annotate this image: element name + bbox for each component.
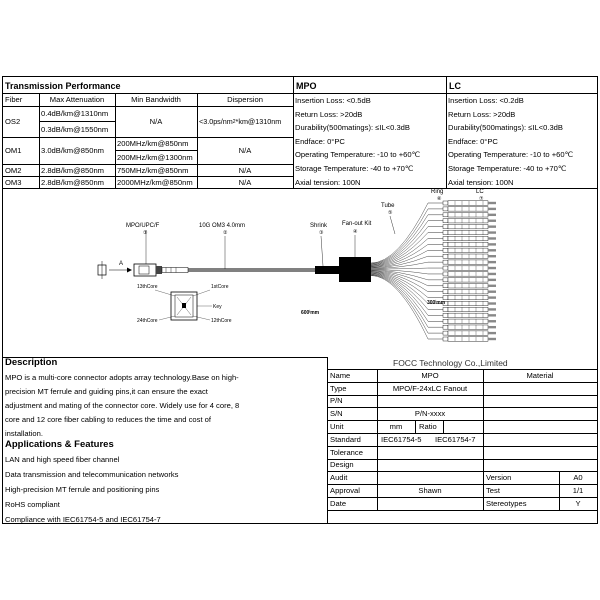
om2-dispersion: N/A: [238, 165, 252, 175]
key-label: Key: [213, 304, 222, 310]
lc-connector: [428, 272, 496, 276]
tb-label-test: Test: [486, 486, 500, 496]
lc-connector: [428, 248, 496, 252]
mpo-durability: Durability(500matings): ≤IL<0.3dB: [295, 123, 410, 133]
tb-value-test: 1/1: [572, 486, 584, 496]
tb-label-unit: Unit: [330, 422, 344, 432]
tb-row-line: [327, 395, 597, 396]
tb-label-stereo: Stereotypes: [486, 498, 527, 508]
application-item: High-precision MT ferrule and positioning pins: [5, 485, 160, 494]
application-item: RoHS compliant: [5, 500, 60, 509]
company-name: FOCC Technology Co.,Limited: [393, 358, 508, 368]
os2-att-1550: 0.3dB/km@1550nm: [41, 124, 109, 134]
lc-connector: [428, 319, 496, 323]
tb-row-line: [327, 459, 597, 460]
applications-title: Applications & Features: [5, 439, 114, 450]
tb-row-line: [327, 510, 597, 511]
om1-bw-1300: 200MHz/km@1300nm: [117, 152, 193, 162]
fiber-leg: [371, 203, 428, 263]
description-line: core and 12 core fiber cabling to reduces the time and cost of: [5, 415, 211, 424]
description-line: precision MT ferrule and guiding pins,it can ensure the exact: [5, 387, 208, 396]
om3-fiber: OM3: [5, 177, 22, 187]
tb-label-type: Type: [330, 383, 347, 393]
tb-label-design: Design: [330, 460, 354, 470]
application-item: Data transmission and telecommunication networks: [5, 470, 179, 479]
tb-label-date: Date: [330, 498, 347, 508]
lc-connector: [428, 242, 496, 246]
description-title: Description: [5, 357, 58, 368]
tb-row-line: [327, 420, 597, 421]
mpo-title: MPO: [296, 80, 317, 91]
fiber-leg: [371, 276, 428, 339]
description-line: MPO is a multi-core connector adopts array technology.Base on high-: [5, 373, 239, 382]
tb-label-pn: P/N: [330, 396, 343, 406]
fanout-drawing: [3, 189, 597, 357]
lc-connector: [428, 224, 496, 228]
tb-standard-value-1: IEC61754-5: [381, 434, 422, 444]
tb-label-standard: Standard: [330, 434, 361, 444]
core-12th-label: 12thCore: [211, 318, 232, 324]
lc-connector: [428, 230, 496, 234]
tb-col-line: [483, 369, 484, 510]
lc-spec-list: [448, 94, 573, 189]
mpo-axial-tension: Axial tension: 100N: [295, 177, 361, 187]
mpo-endface: Endface: 0°PC: [295, 136, 345, 146]
lc-connector: [428, 289, 496, 293]
tb-label-version: Version: [486, 473, 512, 483]
transmission-title: Transmission Performance: [5, 80, 121, 91]
lc-connector: [428, 219, 496, 223]
callout-6: ⑥: [437, 196, 442, 202]
callout-5: ⑤: [388, 210, 393, 216]
lc-connector: [428, 307, 496, 311]
cable-label: 10G OM3 4.0mm: [199, 223, 246, 229]
view-a-label: A: [119, 261, 124, 267]
tb-value-approval: Shawn: [418, 486, 442, 496]
tube-label: Tube: [381, 203, 395, 209]
tb-value-version: A0: [573, 473, 583, 483]
core-end-view: [137, 284, 232, 324]
om2-att: 2.8dB/km@850nm: [41, 165, 105, 175]
os2-dispersion: <3.0ps/nm 2 *km@1310nm: [199, 117, 282, 126]
om1-att: 3.0dB/km@850nm: [41, 146, 105, 155]
tb-col-line: [377, 369, 378, 510]
lc-connector: [428, 313, 496, 317]
om3-dispersion: N/A: [238, 177, 252, 187]
lc-connector: [428, 284, 496, 288]
tb-ratio-label: Ratio: [419, 422, 437, 432]
mpo-upc-label: MPO/UPC/F: [126, 223, 160, 229]
mpo-insertion-loss: Insertion Loss: <0.5dB: [295, 96, 371, 105]
lc-connector: [428, 266, 496, 270]
lc-connector: [428, 337, 496, 341]
fiber-leg: [371, 273, 428, 315]
fanout-kit: [339, 257, 371, 282]
spec-sheet: [2, 76, 598, 524]
callout-2: ②: [223, 230, 228, 236]
length-main: 600ⁱmm: [301, 310, 320, 316]
lc-connector: [428, 236, 496, 240]
length-tail: 300ⁱmm: [427, 300, 446, 306]
callout-7: ⑦: [479, 196, 484, 202]
tb-label-name: Name: [330, 370, 351, 380]
tb-standard-value-2: IEC61754-7: [435, 434, 476, 444]
col-attenuation: Max Attenuation: [49, 95, 105, 104]
tb-divider: [443, 420, 444, 433]
lc-insertion-loss: Insertion Loss: <0.2dB: [448, 96, 524, 105]
tb-material-label: Material: [526, 370, 554, 380]
mpo-spec-list: [295, 94, 420, 189]
om1-bw-850: 200MHz/km@850nm: [117, 139, 189, 148]
tb-row-line: [327, 446, 597, 447]
lc-connector: [428, 260, 496, 264]
fiber-leg: [371, 274, 428, 321]
lc-connector: [428, 325, 496, 329]
tb-value-sn: P/N-xxxx: [414, 409, 446, 419]
fiber-leg: [371, 272, 428, 303]
fiber-leg: [371, 215, 428, 264]
lc-return-loss: Return Loss: >20dB: [448, 109, 516, 119]
callout-4: ④: [353, 229, 358, 235]
ring-label: Ring: [431, 189, 444, 195]
callout-3: ③: [319, 230, 324, 236]
om3-att: 2.8dB/km@850nm: [41, 177, 105, 187]
mpo-return-loss: Return Loss: >20dB: [295, 109, 363, 119]
view-a-symbol: [98, 261, 132, 279]
application-item: Compliance with IEC61754-5 and IEC61754-7: [5, 515, 161, 524]
core-13th-label: 13thCore: [137, 284, 158, 290]
tb-label-tolerance: Tolerance: [330, 447, 363, 457]
col-dispersion: Dispersion: [227, 95, 263, 104]
lc-storage-temp: Storage Temperature: -40 to +70℃: [448, 163, 567, 173]
mpo-storage-temp: Storage Temperature: -40 to +70℃: [295, 163, 414, 173]
fanout-label: Fan-out Kit: [342, 221, 372, 227]
os2-bandwidth: N/A: [149, 117, 163, 126]
om1-dispersion: N/A: [238, 146, 252, 155]
lc-connector: [428, 213, 496, 217]
description-body: [5, 371, 239, 441]
mpo-operating-temp: Operating Temperature: -10 to +60℃: [295, 150, 421, 160]
applications-list: [5, 452, 178, 527]
om1-fiber: OM1: [5, 146, 22, 155]
tb-label-sn: S/N: [330, 409, 343, 419]
tb-unit-value: mm: [389, 422, 403, 432]
lc-label: LC: [476, 189, 484, 195]
lc-connector-array: [428, 201, 496, 341]
shrink-tube: [315, 266, 339, 274]
description-line: adjustment and mating of the connector core. Widely use for 4 core, 8: [5, 401, 240, 410]
core-1st-label: 1stCore: [211, 284, 229, 290]
lc-connector: [428, 254, 496, 258]
om3-bw: 2000MHz/km@850nm: [117, 177, 193, 187]
om2-bw: 750MHz/km@850nm: [117, 165, 189, 175]
description-line: installation.: [5, 429, 43, 438]
fanout-legs: [371, 203, 428, 339]
core-24th-label: 24thCore: [137, 318, 158, 324]
mpo-connector: [134, 264, 188, 276]
lc-connector: [428, 331, 496, 335]
om2-fiber: OM2: [5, 165, 22, 175]
tb-value-stereo: Y: [575, 498, 581, 508]
fiber-leg: [371, 209, 428, 264]
lc-durability: Durability(500matings): ≤IL<0.3dB: [448, 123, 563, 133]
tb-row-line: [327, 497, 597, 498]
lc-axial-tension: Axial tension: 100N: [448, 177, 514, 187]
lc-operating-temp: Operating Temperature: -10 to +60℃: [448, 150, 574, 160]
application-item: LAN and high speed fiber channel: [5, 455, 120, 464]
fiber-leg: [371, 221, 428, 265]
tb-divider: [415, 420, 416, 433]
os2-fiber: OS2: [5, 117, 21, 126]
tb-label-approval: Approval: [330, 486, 360, 496]
lc-connector: [428, 278, 496, 282]
tb-label-audit: Audit: [330, 473, 348, 483]
tb-value-name: MPO: [421, 370, 439, 380]
lc-endface: Endface: 0°PC: [448, 136, 498, 146]
tb-value-type: MPO/F-24xLC Fanout: [392, 383, 468, 393]
col-fiber: Fiber: [5, 95, 23, 104]
col-bandwidth: Min Bandwidth: [131, 95, 181, 104]
callout-1: ①: [143, 230, 148, 236]
lc-title: LC: [449, 80, 461, 91]
shrink-label: Shrink: [310, 223, 328, 229]
os2-att-1310: 0.4dB/km@1310nm: [41, 109, 109, 118]
lc-connector: [428, 207, 496, 211]
tb-row-line: [327, 471, 597, 472]
